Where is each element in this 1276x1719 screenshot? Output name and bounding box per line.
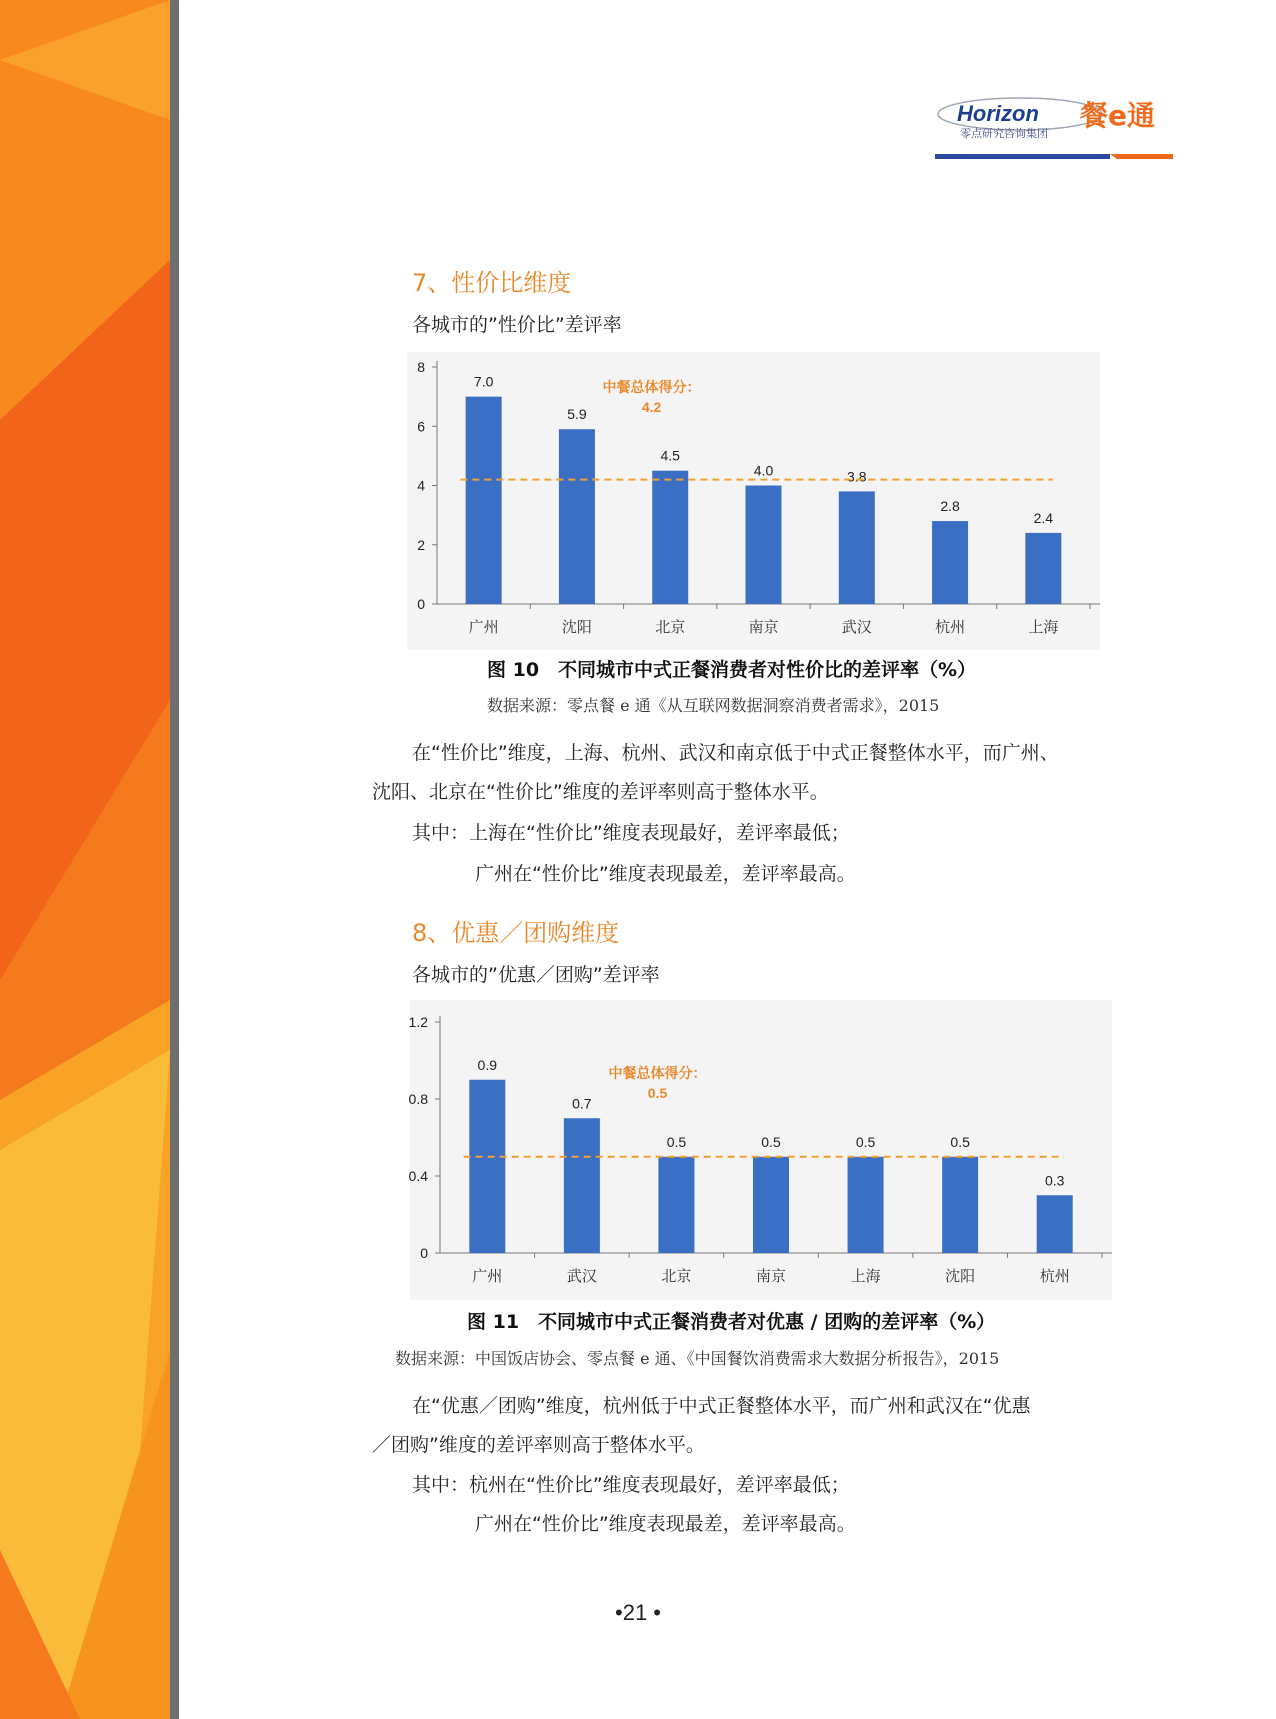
x-tick-label: 上海 [850, 1267, 881, 1285]
x-tick-label: 上海 [1028, 618, 1059, 636]
bar [942, 1157, 978, 1253]
reference-value-label: 4.2 [641, 399, 662, 415]
bar [848, 1157, 884, 1253]
paragraph-line: 其中：上海在“性价比”维度表现最好，差评率最低； [412, 822, 850, 844]
y-tick-label: 4 [417, 477, 425, 494]
chart-background [410, 1000, 1112, 1300]
data-label: 0.5 [666, 1133, 687, 1150]
decorative-side-band [0, 0, 170, 1719]
figure-caption-11: 图 11 不同城市中式正餐消费者对优惠 / 团购的差评率（%） [467, 1311, 996, 1333]
figure-source-11: 数据来源：中国饭店协会、零点餐 e 通、《中国餐饮消费需求大数据分析报告》，2015 [395, 1349, 1000, 1368]
y-tick-label: 0.4 [408, 1168, 428, 1184]
section-title-value-for-money: 7、性价比维度 [412, 269, 572, 297]
logo-wordmark: Horizon [957, 101, 1039, 126]
data-label: 0.9 [477, 1056, 498, 1073]
bar-chart-value-for-money [400, 352, 1100, 650]
bar [1025, 533, 1061, 604]
reference-value-label: 0.5 [647, 1085, 668, 1101]
bar [658, 1157, 694, 1253]
paragraph-line: 在“优惠／团购”维度，杭州低于中式正餐整体水平，而广州和武汉在“优惠 [412, 1395, 1031, 1417]
logo-subtext: 零点研究咨询集团 [960, 127, 1048, 140]
x-tick-label: 武汉 [841, 618, 872, 636]
chart-value-for-money [400, 352, 1100, 650]
x-tick-label: 南京 [748, 618, 779, 636]
bar [559, 429, 595, 604]
data-label: 0.5 [855, 1133, 876, 1150]
chart-discount-groupbuy [392, 1000, 1112, 1300]
y-tick-label: 2 [417, 536, 425, 553]
y-tick-label: 0.8 [408, 1091, 428, 1107]
bar [469, 1080, 505, 1253]
paragraph-line: ／团购”维度的差评率则高于整体水平。 [372, 1434, 705, 1456]
paragraph-line: 在“性价比”维度，上海、杭州、武汉和南京低于中式正餐整体水平，而广州、 [412, 742, 1059, 764]
x-tick-label: 杭州 [935, 618, 966, 636]
y-tick-label: 0 [420, 1245, 428, 1261]
paragraph-line: 其中：杭州在“性价比”维度表现最好，差评率最低； [412, 1474, 850, 1496]
y-tick-label: 8 [417, 359, 425, 375]
x-tick-label: 南京 [755, 1267, 787, 1285]
side-divider [170, 0, 179, 1719]
x-tick-label: 杭州 [1039, 1267, 1070, 1285]
bar [932, 521, 968, 604]
data-label: 4.5 [660, 447, 680, 464]
y-tick-label: 1.2 [408, 1014, 428, 1030]
data-label: 3.8 [847, 468, 867, 485]
x-tick-label: 武汉 [566, 1267, 597, 1285]
chart-subtitle-value-for-money: 各城市的”性价比”差评率 [412, 314, 622, 336]
data-label: 0.5 [761, 1133, 781, 1150]
figure-caption-10: 图 10 不同城市中式正餐消费者对性价比的差评率（%） [487, 659, 977, 681]
bar [839, 491, 875, 604]
x-tick-label: 沈阳 [561, 618, 592, 636]
y-tick-label: 6 [417, 418, 425, 435]
bar [753, 1157, 789, 1253]
x-tick-label: 广州 [468, 618, 499, 636]
data-label: 0.3 [1044, 1172, 1065, 1189]
bar [466, 397, 502, 604]
data-label: 5.9 [567, 406, 587, 423]
section-title-discount-groupbuy: 8、优惠／团购维度 [412, 919, 620, 947]
x-tick-label: 广州 [472, 1267, 503, 1285]
page-number: •21 • [615, 1600, 661, 1625]
brand-wordmark: 餐e通 [1080, 99, 1155, 132]
data-label: 0.7 [572, 1095, 592, 1112]
data-label: 7.0 [473, 373, 494, 390]
data-label: 4.0 [753, 462, 774, 479]
header-logo [935, 92, 1173, 167]
paragraph-line: 沈阳、北京在“性价比”维度的差评率则高于整体水平。 [372, 781, 829, 803]
figure-source-10: 数据来源：零点餐 e 通《从互联网数据洞察消费者需求》，2015 [487, 696, 940, 715]
reference-label: 中餐总体得分： [602, 380, 701, 396]
bar [652, 471, 688, 604]
reference-label: 中餐总体得分： [608, 1066, 707, 1082]
bar [746, 486, 782, 605]
x-tick-label: 沈阳 [945, 1267, 976, 1285]
y-tick-label: 0 [417, 596, 425, 612]
paragraph-line: 广州在“性价比”维度表现最差，差评率最高。 [475, 1513, 856, 1535]
x-tick-label: 北京 [655, 618, 686, 636]
chart-subtitle-discount-groupbuy: 各城市的”优惠／团购”差评率 [412, 964, 660, 986]
x-tick-label: 北京 [661, 1267, 692, 1285]
data-label: 0.5 [950, 1133, 970, 1150]
bar [564, 1118, 600, 1253]
data-label: 2.8 [940, 498, 960, 515]
bar-chart-discount-groupbuy [392, 1000, 1112, 1300]
bar [1037, 1195, 1073, 1253]
data-label: 2.4 [1033, 509, 1054, 526]
paragraph-line: 广州在“性价比”维度表现最差，差评率最高。 [475, 863, 856, 885]
